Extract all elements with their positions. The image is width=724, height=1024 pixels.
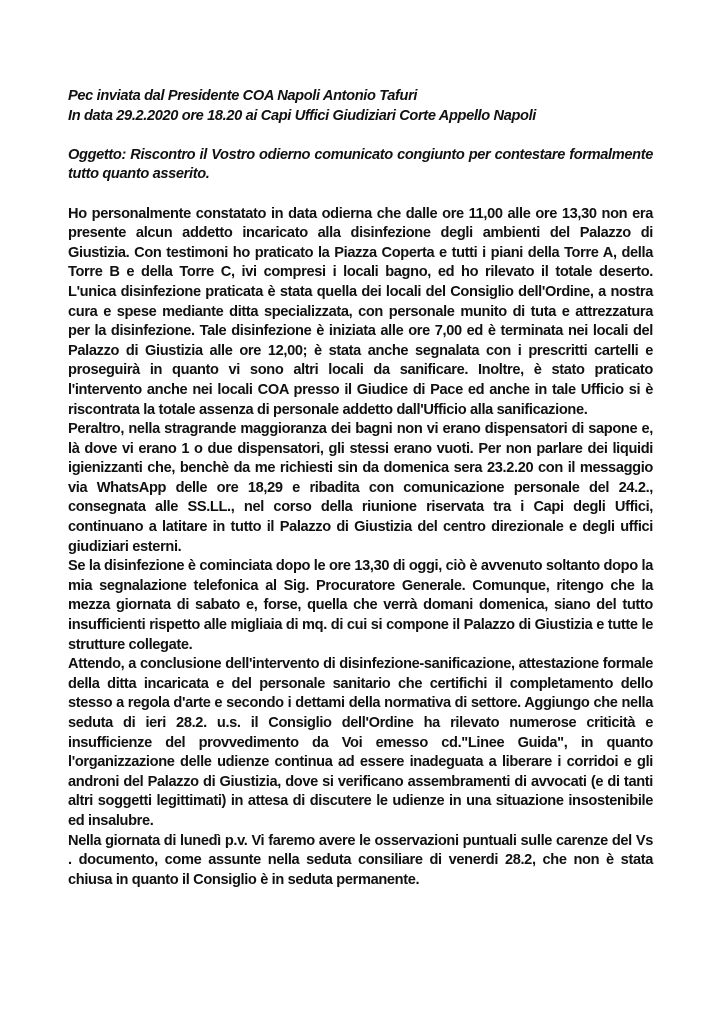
header-date-recipient-line: In data 29.2.2020 ore 18.20 ai Capi Uffici Giudiziari Corte Appello Napoli bbox=[68, 107, 537, 124]
header-sender-line: Pec inviata dal Presidente COA Napoli Antonio Tafuri bbox=[68, 88, 418, 104]
spacer bbox=[68, 185, 653, 205]
body-paragraph-4: Attendo, a conclusione dell'intervento di disinfezione-sanificazione, attestazione formale della ditta incaricata e del personale sanitario che certifichi il completamento dello stesso a regola d'arte e secondo i dettami della normativa di settore. Aggiungo che nella seduta di ieri 28.2. u.s. il Consiglio dell'Ordine ha rilevato numerose criticità e insufficienze del provvedimento da Voi emesso cd."Linee Guida", in quanto l'organizzazione delle udienze continua ad essere inadeguata a liberare i corridoi e gli androni del Palazzo di Giustizia, dove si verificano assembramenti di avvocati (e di tanti altri soggetti legittimati) in attesa di discutere le udienze in una situazione insostenibile ed insalubre. bbox=[68, 656, 653, 829]
body-paragraph-5: Nella giornata di lunedì p.v. Vi faremo avere le osservazioni puntuali sulle carenze del Vs . documento, come assunte nella seduta consiliare di venerdi 28.2, che non è stata chiusa in quanto il Consiglio è in seduta permanente. bbox=[68, 832, 653, 888]
spacer bbox=[68, 126, 653, 146]
body-paragraph-1: Ho personalmente constatato in data odierna che dalle ore 11,00 alle ore 13,30 non era presente alcun addetto incaricato alla disinfezione degli ambienti del Palazzo di Giustizia. Con testimoni ho praticato la Piazza Coperta e tutti i piani della Torre A, della Torre B e della Torre C, ivi compresi i locali bagno, ed ho rilevato il totale deserto. L'unica disinfezione praticata è stata quella dei locali del Consiglio dell'Ordine, a nostra cura e spese mediante ditta specializzata, con personale munito di tuta e attrezzatura per la disinfezione. Tale disinfezione è iniziata alle ore 7,00 ed è terminata nei locali del Palazzo di Giustizia alle ore 12,00; è stata anche segnalata con i prescritti cartelli e proseguirà in quanto vi sono altri locali da sanificare. Inoltre, è stato praticato l'intervento anche nei locali COA presso il Giudice di Pace ed anche in tale Ufficio si è riscontrata la totale assenza di personale addetto dall'Ufficio alla sanificazione. bbox=[68, 205, 653, 418]
subject-line: Oggetto: Riscontro il Vostro odierno comunicato congiunto per contestare formalmente tutto quanto asserito. bbox=[68, 146, 653, 183]
body-paragraph-3: Se la disinfezione è cominciata dopo le ore 13,30 di oggi, ciò è avvenuto soltanto dopo la mia segnalazione telefonica al Sig. Procuratore Generale. Comunque, ritengo che la mezza giornata di sabato e, forse, quella che verrà domani domenica, siano del tutto insufficienti rispetto alle migliaia di mq. di cui si compone il Palazzo di Giustizia e tutte le strutture collegate. bbox=[68, 558, 653, 653]
body-paragraph-2: Peraltro, nella stragrande maggioranza dei bagni non vi erano dispensatori di sapone e, là dove vi erano 1 o due dispensatori, gli stessi erano vuoti. Per non parlare dei liquidi igienizzanti che, benchè da me richiesti sin da domenica sera 23.2.20 con il messaggio via WhatsApp delle ore 18,29 e ribadita con comunicazione personale del 24.2., consegnata alle SS.LL., nel corso della riunione riservata tra i Capi degli Uffici, continuano a latitare in tutto il Palazzo di Giustizia del centro direzionale e degli uffici giudiziari esterni. bbox=[68, 421, 653, 555]
document-page bbox=[68, 87, 653, 890]
